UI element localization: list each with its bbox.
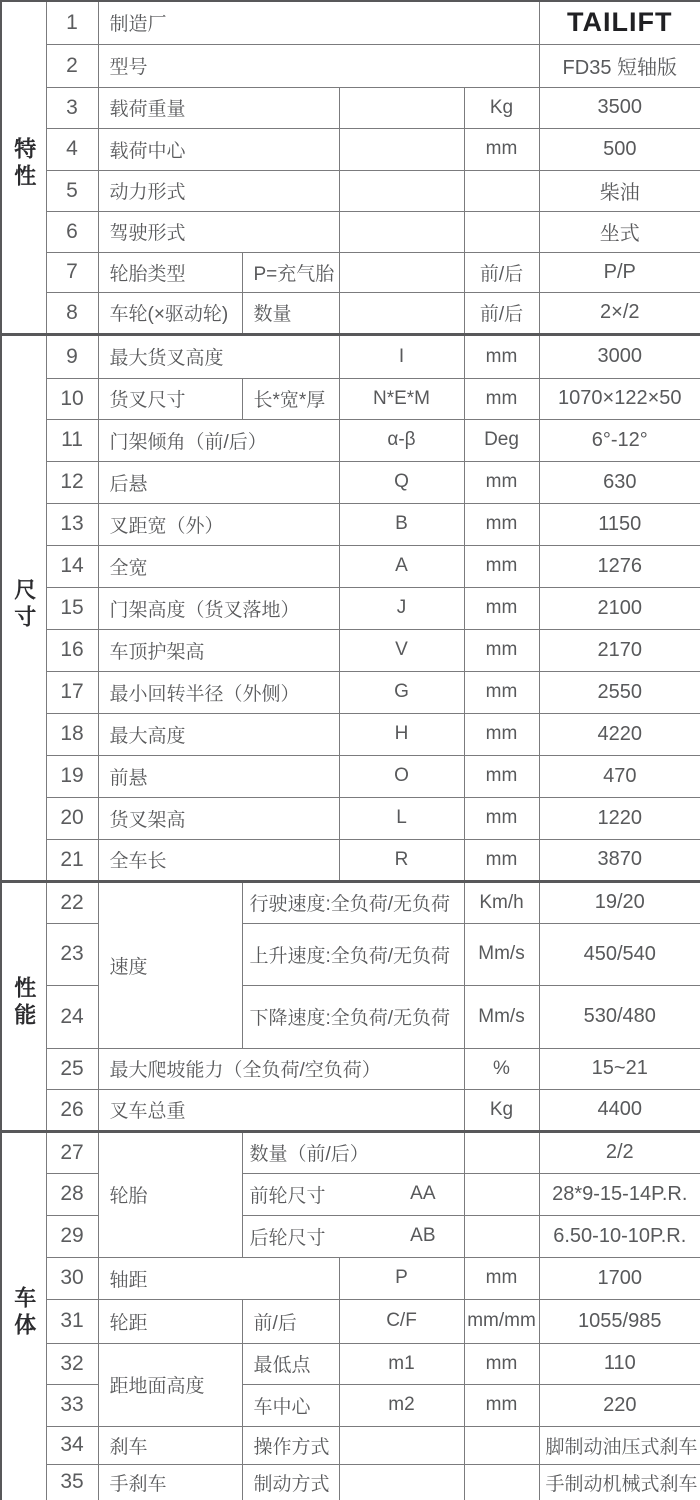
spec-name-cell: 最大爬坡能力（全负荷/空负荷） [98, 1048, 464, 1089]
row-number-cell: 12 [46, 461, 98, 503]
spec-name-cell: 载荷中心 [98, 128, 339, 170]
spec-name-cell: 全车长 [98, 839, 339, 881]
empty-cell [339, 252, 464, 292]
row-number-cell: 17 [46, 671, 98, 713]
spec-subname-cell [242, 1173, 464, 1215]
spec-value-cell: 19/20 [539, 881, 700, 923]
row-number-cell: 8 [46, 292, 98, 334]
spec-symbol-cell: m1 [339, 1343, 464, 1384]
spec-name-cell: 轴距 [98, 1257, 339, 1299]
spec-value-cell: 110 [539, 1343, 700, 1384]
row-number-cell: 7 [46, 252, 98, 292]
spec-name-cell: 叉车总重 [98, 1089, 464, 1131]
spec-name-cell: 制造厂 [98, 1, 539, 44]
spec-subname-cell: 车中心 [242, 1384, 339, 1426]
row-number-cell: 10 [46, 378, 98, 419]
spec-unit-cell: mm [464, 587, 539, 629]
row-number-cell: 11 [46, 419, 98, 461]
spec-symbol-cell: Q [339, 461, 464, 503]
category-label: 尺寸 [11, 577, 37, 632]
spec-unit-cell: mm [464, 755, 539, 797]
spec-subname-cell: 上升速度:全负荷/无负荷 [242, 923, 464, 985]
spec-unit-cell: mm [464, 671, 539, 713]
spec-value-cell: 220 [539, 1384, 700, 1426]
spec-value-cell: 4400 [539, 1089, 700, 1131]
spec-unit-cell: mm [464, 545, 539, 587]
row-number-cell: 32 [46, 1343, 98, 1384]
row-number-cell: 19 [46, 755, 98, 797]
row-number-cell: 5 [46, 170, 98, 211]
spec-value-cell: 530/480 [539, 985, 700, 1048]
spec-unit-cell: 前/后 [464, 252, 539, 292]
spec-unit-cell: mm [464, 1257, 539, 1299]
row-number-cell: 21 [46, 839, 98, 881]
spec-value-cell: 1150 [539, 503, 700, 545]
empty-cell [464, 170, 539, 211]
spec-name-cell: 驾驶形式 [98, 211, 339, 252]
empty-cell [339, 1426, 464, 1464]
spec-value-cell: 柴油 [539, 170, 700, 211]
spec-unit-cell: mm [464, 1343, 539, 1384]
spec-unit-cell: mm [464, 378, 539, 419]
spec-value-cell: 3000 [539, 334, 700, 378]
spec-symbol-cell: J [339, 587, 464, 629]
row-number-cell: 4 [46, 128, 98, 170]
spec-value-cell: 1700 [539, 1257, 700, 1299]
row-number-cell: 15 [46, 587, 98, 629]
spec-value-cell: 2170 [539, 629, 700, 671]
empty-cell [464, 211, 539, 252]
row-number-cell: 26 [46, 1089, 98, 1131]
spec-symbol-cell: m2 [339, 1384, 464, 1426]
spec-symbol: AA [410, 1183, 436, 1204]
spec-value-cell: 2550 [539, 671, 700, 713]
empty-cell [339, 128, 464, 170]
spec-value-cell: 2×/2 [539, 292, 700, 334]
row-number-cell: 27 [46, 1131, 98, 1173]
empty-cell [464, 1464, 539, 1500]
spec-subname-cell: 最低点 [242, 1343, 339, 1384]
empty-cell [464, 1426, 539, 1464]
category-label: 性能 [11, 976, 37, 1030]
spec-subname-cell: 行驶速度:全负荷/无负荷 [242, 881, 464, 923]
row-number-cell: 20 [46, 797, 98, 839]
spec-value-cell: 450/540 [539, 923, 700, 985]
spec-symbol-cell: V [339, 629, 464, 671]
spec-name-cell: 车顶护架高 [98, 629, 339, 671]
spec-name-cell: 门架高度（货叉落地） [98, 587, 339, 629]
spec-subname-cell [242, 1215, 464, 1257]
spec-group-cell: 距地面高度 [98, 1343, 242, 1426]
spec-subname-cell: P=充气胎 [242, 252, 339, 292]
spec-name-cell: 型号 [98, 44, 539, 87]
category-label: 车体 [11, 1286, 37, 1341]
row-number-cell: 22 [46, 881, 98, 923]
spec-unit-cell: mm [464, 797, 539, 839]
spec-name-cell: 货叉尺寸 [98, 378, 242, 419]
spec-unit-cell: Mm/s [464, 923, 539, 985]
row-number-cell: 14 [46, 545, 98, 587]
spec-symbol-cell: R [339, 839, 464, 881]
spec-value-cell: 坐式 [539, 211, 700, 252]
spec-sub-label: 后轮尺寸 [249, 1227, 326, 1249]
spec-value-cell: 手制动机械式刹车 [539, 1464, 700, 1500]
spec-unit-cell: Kg [464, 87, 539, 128]
empty-cell [339, 1464, 464, 1500]
spec-unit-cell: Km/h [464, 881, 539, 923]
spec-unit-cell: % [464, 1048, 539, 1089]
spec-name-cell: 全宽 [98, 545, 339, 587]
spec-subname-cell: 制动方式 [242, 1464, 339, 1500]
spec-unit-cell: mm/mm [464, 1299, 539, 1343]
spec-value-cell: 4220 [539, 713, 700, 755]
spec-name-cell: 货叉架高 [98, 797, 339, 839]
spec-value-cell: 3870 [539, 839, 700, 881]
row-number-cell: 30 [46, 1257, 98, 1299]
spec-group-cell: 轮胎 [98, 1131, 242, 1257]
spec-name-cell: 最大高度 [98, 713, 339, 755]
spec-symbol-cell: N*E*M [339, 378, 464, 419]
spec-name-cell: 门架倾角（前/后） [98, 419, 339, 461]
empty-cell [464, 1131, 539, 1173]
row-number-cell: 31 [46, 1299, 98, 1343]
empty-cell [464, 1173, 539, 1215]
spec-value-cell: 15~21 [539, 1048, 700, 1089]
row-number-cell: 33 [46, 1384, 98, 1426]
spec-value-cell: 1220 [539, 797, 700, 839]
empty-cell [339, 170, 464, 211]
spec-value-cell: 1276 [539, 545, 700, 587]
spec-symbol-cell: B [339, 503, 464, 545]
spec-name-cell: 动力形式 [98, 170, 339, 211]
spec-symbol-cell: P [339, 1257, 464, 1299]
spec-name-cell: 手刹车 [98, 1464, 242, 1500]
spec-unit-cell: mm [464, 503, 539, 545]
row-number-cell: 25 [46, 1048, 98, 1089]
empty-cell [339, 87, 464, 128]
spec-sub-label: 前轮尺寸 [249, 1185, 326, 1207]
category-label: 特性 [11, 137, 37, 192]
spec-symbol-cell: O [339, 755, 464, 797]
spec-value-cell: 28*9-15-14P.R. [539, 1173, 700, 1215]
spec-value-cell: 6°-12° [539, 419, 700, 461]
spec-value-cell: 2100 [539, 587, 700, 629]
spec-symbol: AB [410, 1225, 436, 1246]
spec-unit-cell: Mm/s [464, 985, 539, 1048]
spec-name-cell: 车轮(×驱动轮) [98, 292, 242, 334]
row-number-cell: 13 [46, 503, 98, 545]
brand-cell: TAILIFT [539, 1, 700, 44]
spec-value-cell: 1070×122×50 [539, 378, 700, 419]
spec-subname-cell: 前/后 [242, 1299, 339, 1343]
spec-unit-cell: mm [464, 839, 539, 881]
spec-symbol-cell: G [339, 671, 464, 713]
spec-subname-cell: 数量（前/后） [242, 1131, 464, 1173]
row-number-cell: 34 [46, 1426, 98, 1464]
spec-unit-cell: Deg [464, 419, 539, 461]
spec-value-cell: P/P [539, 252, 700, 292]
spec-name-cell: 最大货叉高度 [98, 334, 339, 378]
spec-subname-cell: 长*宽*厚 [242, 378, 339, 419]
row-number-cell: 9 [46, 334, 98, 378]
spec-name-cell: 轮胎类型 [98, 252, 242, 292]
spec-value-cell: 3500 [539, 87, 700, 128]
spec-name-cell: 前悬 [98, 755, 339, 797]
spec-name-cell: 轮距 [98, 1299, 242, 1343]
spec-value-cell: 脚制动油压式刹车 [539, 1426, 700, 1464]
spec-symbol-cell: A [339, 545, 464, 587]
row-number-cell: 16 [46, 629, 98, 671]
row-number-cell: 35 [46, 1464, 98, 1500]
spec-unit-cell: mm [464, 713, 539, 755]
spec-unit-cell: mm [464, 128, 539, 170]
spec-value-cell: 2/2 [539, 1131, 700, 1173]
category-cell [1, 334, 46, 881]
row-number-cell: 18 [46, 713, 98, 755]
spec-value-cell: 500 [539, 128, 700, 170]
spec-group-cell: 速度 [98, 881, 242, 1048]
spec-unit-cell: 前/后 [464, 292, 539, 334]
spec-subname-cell: 下降速度:全负荷/无负荷 [242, 985, 464, 1048]
spec-subname-cell: 数量 [242, 292, 339, 334]
spec-name-cell: 载荷重量 [98, 87, 339, 128]
spec-name-cell: 刹车 [98, 1426, 242, 1464]
empty-cell [339, 292, 464, 334]
spec-name-cell: 叉距宽（外） [98, 503, 339, 545]
row-number-cell: 24 [46, 985, 98, 1048]
spec-unit-cell: Kg [464, 1089, 539, 1131]
model-cell: FD35 短轴版 [539, 44, 700, 87]
row-number-cell: 1 [46, 1, 98, 44]
spec-value-cell: 470 [539, 755, 700, 797]
row-number-cell: 28 [46, 1173, 98, 1215]
empty-cell [464, 1215, 539, 1257]
spec-unit-cell: mm [464, 1384, 539, 1426]
spec-value-cell: 630 [539, 461, 700, 503]
row-number-cell: 6 [46, 211, 98, 252]
spec-symbol-cell: C/F [339, 1299, 464, 1343]
category-cell [1, 1131, 46, 1500]
spec-unit-cell: mm [464, 629, 539, 671]
spec-symbol-cell: H [339, 713, 464, 755]
spec-symbol-cell: I [339, 334, 464, 378]
row-number-cell: 3 [46, 87, 98, 128]
spec-unit-cell: mm [464, 461, 539, 503]
category-cell [1, 881, 46, 1131]
spec-symbol-cell: L [339, 797, 464, 839]
spec-unit-cell: mm [464, 334, 539, 378]
spec-subname-cell: 操作方式 [242, 1426, 339, 1464]
spec-name-cell: 后悬 [98, 461, 339, 503]
empty-cell [339, 211, 464, 252]
row-number-cell: 23 [46, 923, 98, 985]
row-number-cell: 29 [46, 1215, 98, 1257]
spec-symbol-cell: α-β [339, 419, 464, 461]
spec-value-cell: 1055/985 [539, 1299, 700, 1343]
category-cell [1, 1, 46, 334]
row-number-cell: 2 [46, 44, 98, 87]
spec-name-cell: 最小回转半径（外侧） [98, 671, 339, 713]
spec-value-cell: 6.50-10-10P.R. [539, 1215, 700, 1257]
